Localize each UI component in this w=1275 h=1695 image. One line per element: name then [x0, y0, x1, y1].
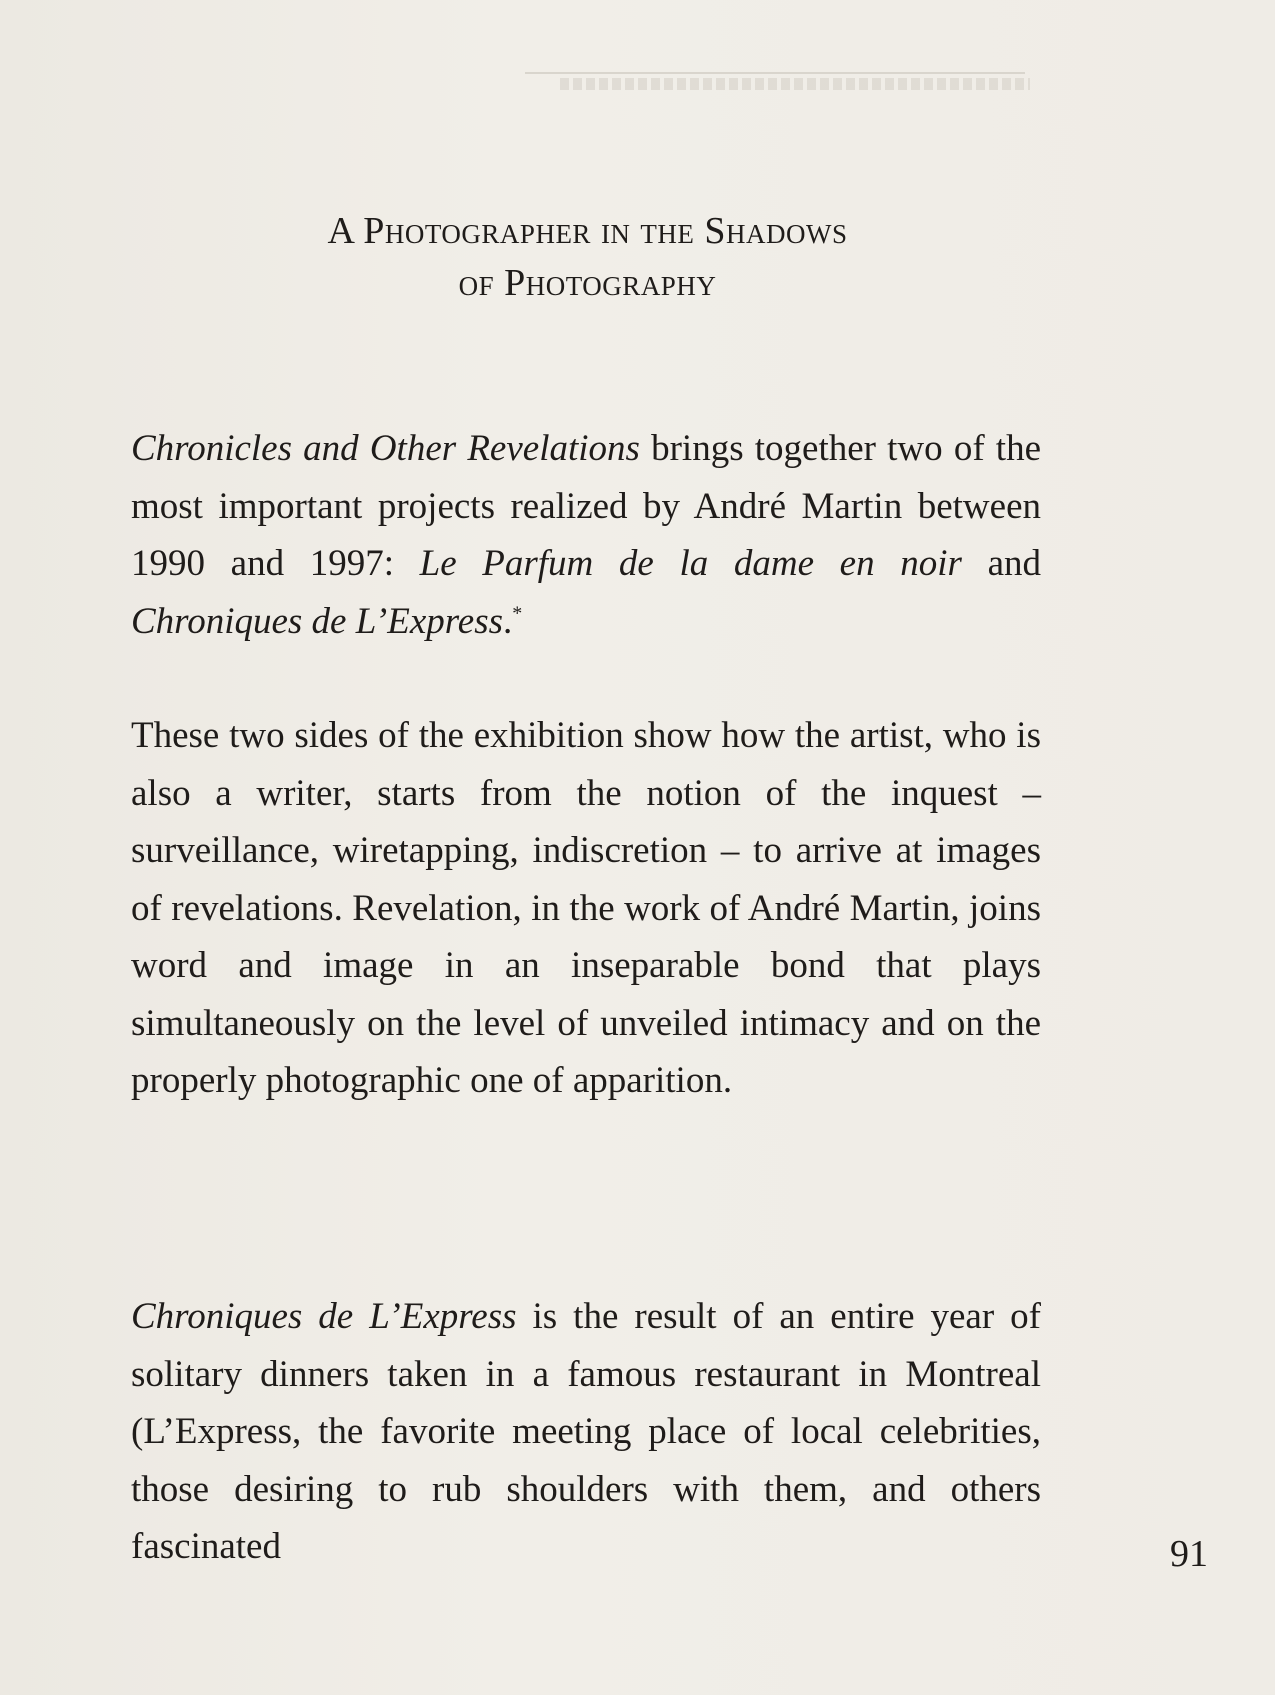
project-title-italic-1: Le Parfum de la dame en noir	[419, 543, 962, 584]
bleed-through-rule	[525, 72, 1025, 74]
paragraph-1-text-b: and	[961, 543, 1041, 584]
paragraph-1	[131, 420, 1041, 650]
chapter-title-line-1: A Photographer in the Shadows	[327, 210, 848, 252]
project-title-italic-2: Chroniques de L’Express	[131, 600, 504, 642]
paragraph-1-text-a: brings together two of the most important projects realized by André Martin between 1990 and 1997:	[131, 428, 1042, 584]
bleed-through-running-head	[560, 78, 1030, 90]
chapter-title-line-2: of Photography	[458, 262, 717, 304]
page-number: 91	[1170, 1533, 1208, 1575]
paragraph-1-text-c: .	[503, 600, 513, 642]
paragraph-3-text: is the result of an entire year of solitary dinners taken in a famous restaurant in Montreal (L’Express, the favorite meeting place of local celebrities, those desiring to rub shoulders with them, and others fascinated	[131, 1296, 1041, 1567]
paragraph-3	[131, 1288, 1041, 1576]
footnote-marker: *	[512, 602, 523, 625]
project-title-italic-3: Chroniques de L’Express	[131, 1296, 517, 1337]
chapter-title	[130, 205, 1045, 309]
paragraph-2: These two sides of the exhibition show how the artist, who is also a writer, starts from the notion of the inquest – surveillance, wiretapping, indiscretion – to arrive at images of revelations. Revelation, in the work of André Martin, joins word and image in an inseparable bond that plays simultaneously on the level of unveiled intimacy and on the properly photographic one of apparition.	[131, 715, 1041, 1101]
book-title-italic: Chronicles and Other Revelations	[131, 428, 640, 469]
